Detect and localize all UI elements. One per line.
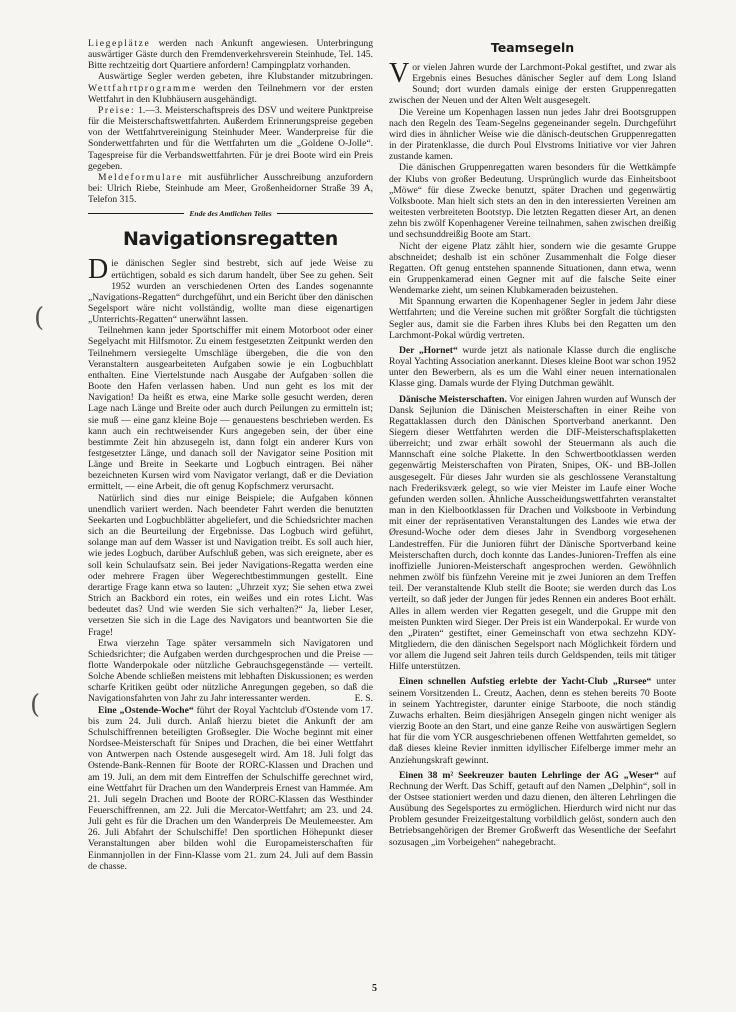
bold-lead: Einen 38 m² Seekreuzer bauten Lehrlinge der AG „Weser“ [399, 769, 659, 781]
margin-mark: ( [30, 690, 41, 720]
margin-mark: ( [34, 303, 45, 333]
article-heading: Navigationsregatten [122, 228, 339, 251]
paragraph: Der „Hornet“ wurde jetzt als nationale Klasse durch die englische Royal Yachting Association anerkannt. Dieses kleine Boot war schon 1952 unter den Bewerbern, als es um die Wahl einer neuen internationalen Klasse ging. Damals wurde der Flying Dutchman gewählt. [389, 344, 676, 390]
paragraph: Die dänischen Segler sind bestrebt, sich auf jede Weise zu ertüchtigen, sobald es sich darum handelt, über See zu gehen. Seit 1952 wurden an verschiedenen Orten des Landes sogenannte „Navigations-Regatten“ durchgeführt, und ein Bericht über den dänischen Segelsport wäre nicht vollständig, wollte man diese eigenartigen „Unterrichts-Regatten“ unerwähnt lassen. [88, 254, 373, 326]
right-column [389, 38, 676, 848]
spaced-lead: Liegeplätze [88, 38, 151, 49]
drop-cap: V [389, 58, 410, 89]
left-column [88, 38, 373, 872]
paragraph: Auswärtige Segler werden gebeten, ihre Klubstander mitzubringen. Wettfahrtprogramme werden den Teilnehmern vor der ersten Wettfahrt in den Klubhäusern ausgehändigt. [88, 71, 373, 105]
article-heading: Teamsegeln [490, 40, 575, 55]
bold-lead: Der „Hornet“ [399, 344, 458, 356]
bold-lead: Einen schnellen Aufstieg erlebte der Yacht-Club „Rursee“ [399, 676, 652, 688]
paragraph: Natürlich sind dies nur einige Beispiele; die Aufgaben können unendlich variiert werden. Nach beendeter Fahrt werden die benutzten Seekarten und Logbuchblätter abgeliefert, und die Schiedsrichter machen sich an die Beurteilung der Ergebnisse. Das Logbuch wird geführt, solange man auf dem Wasser ist und Navigation treibt. Es soll auch hier, wie jedes Logbuch, darüber Aufschluß geben, was sich ereignete, aber es soll kein Schulaufsatz sein. Bei jeder Navigations-Regatta werden eine oder mehrere Fragen über Wegerechtbestimmungen gestellt. Eine derartige Frage kann etwa so lauten: „Uhrzeit xyz; Sie sehen etwa zwei Strich an Backbord ein rotes, ein weißes und ein rotes Licht. Was bedeutet das? Und wie werden Sie sich verhalten?“ Ja, lieber Leser, versetzen Sie sich in die Lage des Navigators und beantworten Sie die Frage! [88, 492, 373, 638]
paragraph: Meldeformulare mit ausführlicher Ausschreibung anzufordern bei: Ulrich Riebe, Steinhude am Meer, Großenheidorner Straße 39 A, Telefon 315. [88, 171, 373, 206]
paragraph: Einen 38 m² Seekreuzer bauten Lehrlinge der AG „Weser“ auf Rechnung der Werft. Das Schiff, getauft auf den Namen „Delphin“, soll in der Ostsee stationiert werden und dazu dienen, den älteren Lehrlingen die Ausübung des Segelsportes zu ermöglichen. Hierdurch wird nicht nur das Problem gesunder Freizeitgestaltung vorbildlich gelöst, sondern auch den Betriebsangehörigen der Bremer Großwerft das Wesentliche der Seefahrt sozusagen „im Vorbeigehen“ nahegebracht. [389, 769, 677, 848]
paragraph: Eine „Ostende-Woche“ führt der Royal Yachtclub d'Ostende vom 17. bis zum 24. Juli durch. Anlaß hierzu bietet die Ankunft der am Schulschiffrennen beteiligten Großsegler. Die Woche beginnt mit einer Nordsee-Meisterschaft für Snipes und Drachen, die bei einer Wettfahrt von Antwerpen nach Ostende ausgesegelt wird. Am 18. Juli folgt das Ostende-Bank-Rennen für Boote der RORC-Klassen und Drachen und am 19. Juli, an dem mit dem Eintreffen der Schulschiffe gerechnet wird, eine Wettfahrt für Drachen um den Wanderpreis Ernest van Hammée. Am 21. Juli segeln Drachen und Boote der RORC-Klassen das Westhinder Feuerschiffrennen, am 22. Juli die Mercator-Wettfahrt; am 23. und 24. Juli geht es für die Drachen um den Wanderpreis De Meulemeester. Am 26. Juli Abfahrt der Schulschiffe! Den sportlichen Höhepunkt dieser Veranstaltungen aber bilden wohl die Europameisterschaften für Einmannjollen in der Finn-Klasse vom 21. zum 24. Juli auf dem Bassin de chasse. [88, 704, 373, 872]
paragraph: Die Vereine um Kopenhagen lassen nun jedes Jahr drei Bootsgruppen nach den Regeln des Team-Segelns gegeneinander segeln. Durchgeführt wird dies in ähnlicher Weise wie die dänisch-deutschen Gruppenregatten in der Piratenklasse, die durch Poul Elvstroms Initiative vor vier Jahren zustande kamen. [389, 106, 676, 163]
author-sign: E. S. [354, 693, 373, 705]
bold-lead: Dänische Meisterschaften. [399, 393, 507, 405]
paragraph: Nicht der eigene Platz zählt hier, sondern wie die gesamte Gruppe abschneidet; deshalb ist ein schöner Zusammenhalt die Folge dieser Regatten. Oft genug entstehen spannende Situationen, dann etwa, wenn ein Gruppenkamerad einen Gegner mit auf die falsche Seite einer Wendemarke zieht, um seinen Klubkameraden beizustehen. [389, 240, 676, 297]
paragraph: Einen schnellen Aufstieg erlebte der Yacht-Club „Rursee“ unter seinem Vorsitzenden L. Creutz, Aachen, denn es stehen bereits 70 Boote in seinem Yachtregister, darunter einige Starboote, die noch ständig Zuwachs erhalten. Beim diesjährigen Ansegeln gingen nicht weniger als vierzig Boote an den Start, und eine ganze Reihe von auswärtigen Seglern hat für die vom YCR ausgeschriebenen offenen Wettfahrten gemeldet, so daß dieses kleine Revier inmitten idyllischer Eifelberge immer mehr an Anziehungskraft gewinnt. [389, 676, 676, 766]
page-number: 5 [372, 983, 377, 994]
paragraph: Vor vielen Jahren wurde der Larchmont-Pokal gestiftet, und zwar als Ergebnis eines Besuches dänischer Segler auf dem Long Island Sound; dort wurden damals einige der ersten Gruppenregatten zwischen der Neuen und der Alten Welt ausgesegelt. [389, 58, 676, 107]
end-label: Ende des Amtlichen Teiles [189, 209, 272, 219]
divider [88, 213, 184, 214]
end-of-official-section-rule [88, 209, 373, 218]
paragraph: Teilnehmen kann jeder Sportschiffer mit einem Motorboot oder einer Segelyacht mit Hilfsmotor. Zu einem festgesetzten Zeitpunkt werden den Teilnehmern versiegelte Umschläge übergeben, die die von den Veranstaltern ausgearbeiteten Aufgaben sowie je ein Logbuchblatt enthalten. Eine Viertelstunde nach Ausgabe der Aufgaben sollen die Boote den Hafen verlassen haben. Und nun geht es los mit der Navigation! Da heißt es etwa, eine Marke solle gesucht werden, deren Lage nach Länge und Breite oder auch durch Peilungen zu ermitteln ist; sie muß — eine ganz kleine Boje — genauestens beschrieben werden. Es kann auch ein rechtweisender Kurs angegeben sein, der über eine bestimmte Zeit hin abzusegeln ist, dann folgt ein anderer Kurs von festgesetzter Länge, und danach soll der Navigator seine Position mit Länge und Breite in Seekarte und Logbuch eintragen. Bei näher bezeichneten Kursen wird vom Navigator verlangt, daß er die Deviation ermittelt, — eine Arbeit, die oft genug Kopfschmerz verursacht. [88, 325, 373, 493]
paragraph: Preise: 1.—3. Meisterschaftspreis des DSV und weitere Punktpreise für die Meisterschaftswettfahrten. Außerdem Erinnerungspreise gegeben von der Wettfahrtvereinigung Steinhuder Meer. Wanderpreise für die Sonderwettfahrten und für die Wettfahrten um die „Goldene O-Jolle“. Tagespreise für die Verbandswettfahrten. Für je drei Boote wird ein Preis gegeben. [88, 104, 373, 172]
paragraph: Mit Spannung erwarten die Kopenhagener Segler in jedem Jahr diese Wettfahrten; und die Vereine suchen mit größter Sorgfalt die tüchtigsten Segler aus, damit sie die Farben ihres Klubs bei den Regatten um den Larchmont-Pokal würdig vertreten. [389, 296, 676, 341]
paragraph: Etwa vierzehn Tage später versammeln sich Navigatoren und Schiedsrichter; die Aufgaben werden durchgesprochen und die Preise — flotte Wanderpokale oder nützliche Gebrauchsgegenstände — verteilt. Solche Abende schließen meistens mit lebhaften Diskussionen; es werden scharfe Kritiken geübt oder nützliche Anregungen gegeben, so daß die Navigationsfahrten von Jahr zu Jahr interessanter werden. E. S. [88, 637, 373, 705]
paragraph: Liegeplätze werden nach Ankunft angewiesen. Unterbringung auswärtiger Gäste durch den Fremdenverkehrsverein Steinhude, Tel. 145. Bitte rechtzeitig dort Quartiere anfordern! Campingplatz vorhanden. [88, 38, 373, 72]
paragraph: Dänische Meisterschaften. Vor einigen Jahren wurden auf Wunsch der Dansk Sejlunion die Dänischen Meisterschaften in einer Reihe von Regattaklassen durch den Dänischen Sportverband anerkannt. Den Siegern dieser Wettfahrten werden die DIF-Meisterschaftsplaketten überreicht; und zwar erhält sowohl der Steuermann als auch die Mannschaft eine solche Plakette. In den Schwertbootklassen werden gegenwärtig Meisterschaften von Piraten, Snipes, OK- und BB-Jollen ausgesegelt. Für dieses Jahr wurden sie als geschlossene Veranstaltung nach Frederiksværk gelegt, so wie vier Meister im Laufe einer Woche gefunden werden sollen. Ähnliche Ausscheidungswettfahrten veranstaltet man in den Kielbootklassen für Drachen und Volksboote in Verbindung mit einer der repräsentativen Veranstaltungen des Landes wie etwa der Øresund-Woche oder dem dieses Jahr in Svendborg vorgesehenen Landestreffen. Für die Junioren führt der Dänische Sportverband keine Meisterschaften durch, doch konnte das Landes-Junioren-Treffen als eine inoffizielle Junioren-Meisterschaft angesprochen werden. Gewöhnlich nehmen zwölf bis fünfzehn Vereine mit je zwei Junioren an dem Treffen teil. Der veranstaltende Klub stellt die Boote; sie werden durch das Los verteilt, so daß jeder der Jungen für jedes Rennen ein anderes Boot erhält. Alles in allem werden vier Regatten gesegelt, und die Gruppe mit den meisten Punkten wird Sieger. Der Preis ist ein Wanderpokal. Er wurde von den „Piraten“ gestiftet, einer Gemeinschaft von etwa sechzehn KDY-Mitgliedern, die den dänischen Segelsport nach Möglichkeit fördern und vor allem die Jugend seit Jahren teils durch Geldspenden, teils mit tätiger Hilfe unterstützen. [389, 393, 676, 673]
paragraph: Die dänischen Gruppenregatten waren besonders für die Wettkämpfe der Klubs von großer Bedeutung. Ursprünglich wurde das Einheitsboot „Möwe“ für diese Zwecke benutzt, später Drachen und gegenwärtig Volksboote. Man hielt sich stets an den in den interessierten Vereinen am weitesten verbreiteten Bootstyp. Die letzten Regatten dieser Art, an denen zehn bis zwölf Kopenhagener Vereine teilnahmen, sahen zwischen dreißig und sechsunddreißig Boote am Start. [389, 162, 676, 241]
bold-lead: Eine „Ostende-Woche“ [98, 704, 194, 716]
divider [277, 213, 373, 214]
drop-cap: D [88, 254, 109, 286]
